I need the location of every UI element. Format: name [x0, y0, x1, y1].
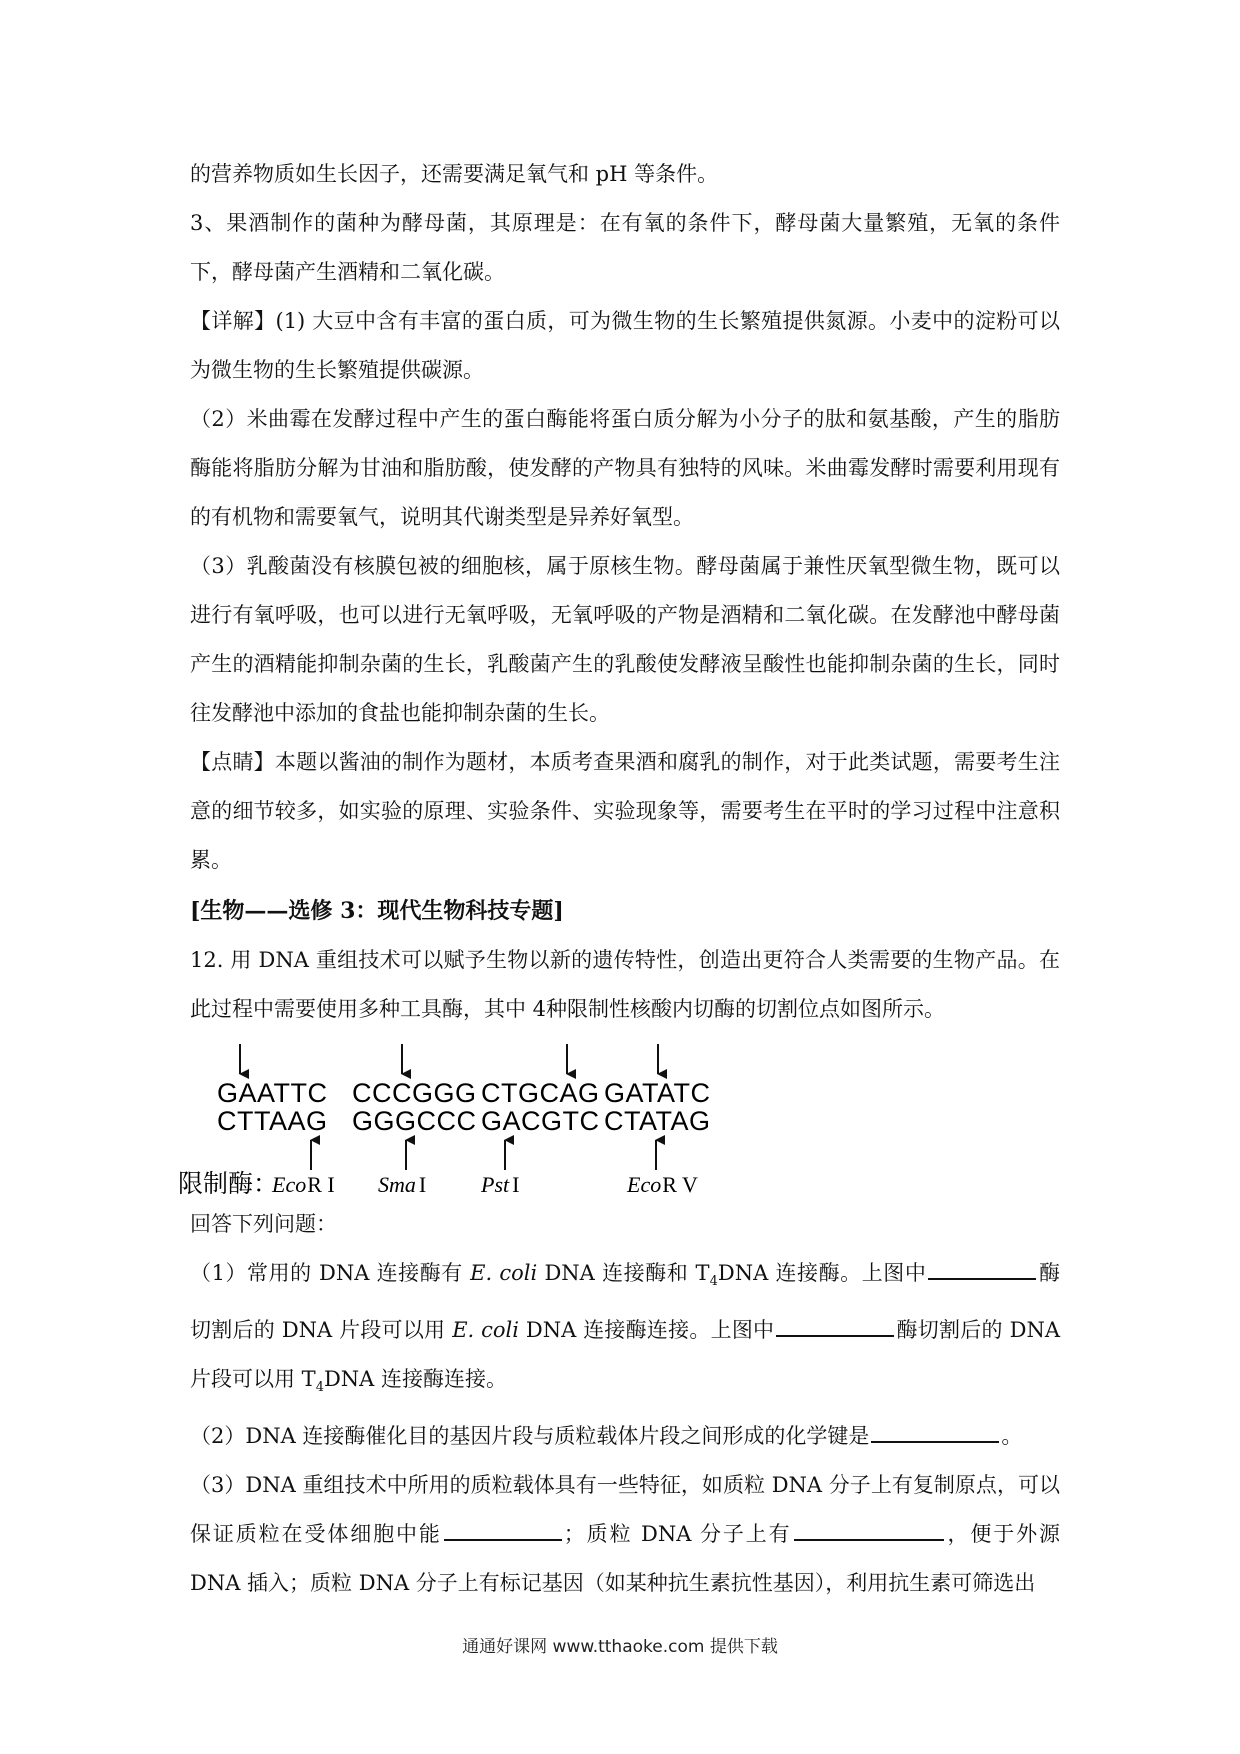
answer-blank-3[interactable] — [871, 1440, 999, 1443]
enzyme-row-label: 限制酶： — [178, 1169, 279, 1198]
section-heading: [生物——选修 3：现代生物科技专题] — [190, 898, 564, 924]
top-strand-psti: CTGCAG — [481, 1078, 600, 1108]
top-strand-ecori: GAATTC — [217, 1078, 328, 1108]
answer-blank-5[interactable] — [794, 1538, 944, 1541]
question-12-part-3: （3）DNA 重组技术中所用的质粒载体具有一些特征，如质粒 DNA 分子上有复制原点，可以保证质粒在受体细胞中能 ；质粒 DNA 分子上有 ，便于外源 DNA 插入；质粒 DNA 分子上有标记基因（如某种抗生素抗性基因），利用抗生素可筛选出 — [190, 1473, 1060, 1596]
paragraph: 的营养物质如生长因子，还需要满足氧气和 pH 等条件。 — [190, 162, 719, 186]
bottom-strand-ecori: CTTAAG — [217, 1106, 328, 1136]
enzyme-label-smai: Sma I — [378, 1172, 427, 1197]
paragraph: 【详解】(1) 大豆中含有丰富的蛋白质，可为微生物的生长繁殖提供氮源。小麦中的淀粉可以为微生物的生长繁殖提供碳源。 — [190, 309, 1060, 382]
top-strand-ecorv: GATATC — [604, 1078, 711, 1108]
answer-blank-2[interactable] — [776, 1334, 894, 1337]
question-12-part-2: （2）DNA 连接酶催化目的基因片段与质粒载体片段之间形成的化学键是 。 — [190, 1424, 1023, 1449]
bottom-strand-smai: GGGCCC — [352, 1106, 477, 1136]
answer-blank-1[interactable] — [928, 1277, 1036, 1280]
page-footer: 通通好课网 www.tthaoke.com 提供下载 — [462, 1637, 778, 1657]
paragraph: 3、果酒制作的菌种为酵母菌，其原理是：在有氧的条件下，酵母菌大量繁殖，无氧的条件下，酵母菌产生酒精和二氧化碳。 — [190, 211, 1060, 284]
bottom-strand-psti: GACGTC — [481, 1106, 600, 1136]
restriction-site-diagram — [178, 1042, 1060, 1198]
paragraph: 【点睛】本题以酱油的制作为题材，本质考查果酒和腐乳的制作，对于此类试题，需要考生注意的细节较多，如实验的原理、实验条件、实验现象等，需要考生在平时的学习过程中注意积累。 — [190, 750, 1060, 872]
bottom-strand-ecorv: CTATAG — [604, 1106, 711, 1136]
top-strand-smai: CCCGGG — [352, 1078, 477, 1108]
page-content — [178, 150, 1060, 1608]
question-12-part-1: （1）常用的 DNA 连接酶有 E. coli DNA 连接酶和 $T_4DNA$ 连接酶。上图中 酶切割后的 DNA 片段可以用 E. coli DNA 连接酶连接。上图中 酶切割后的 DNA 片段可以用 $T_4DNA$ 连接酶连接。 — [190, 1261, 1060, 1396]
answer-prompt: 回答下列问题： — [190, 1212, 337, 1236]
paragraph: （3）乳酸菌没有核膜包被的细胞核，属于原核生物。酵母菌属于兼性厌氧型微生物，既可以进行有氧呼吸，也可以进行无氧呼吸，无氧呼吸的产物是酒精和二氧化碳。在发酵池中酵母菌产生的酒精能抑制杂菌的生长，乳酸菌产生的乳酸使发酵液呈酸性也能抑制杂菌的生长，同时往发酵池中添加的食盐也能抑制杂菌的生长。 — [190, 554, 1060, 725]
paragraph: （2）米曲霉在发酵过程中产生的蛋白酶能将蛋白质分解为小分子的肽和氨基酸，产生的脂肪酶能将脂肪分解为甘油和脂肪酸，使发酵的产物具有独特的风味。米曲霉发酵时需要利用现有的有机物和需要氧气，说明其代谢类型是异养好氧型。 — [190, 407, 1060, 529]
question-12-stem: 12. 用 DNA 重组技术可以赋予生物以新的遗传特性，创造出更符合人类需要的生物产品。在此过程中需要使用多种工具酶，其中 4种限制性核酸内切酶的切割位点如图所示。 — [190, 948, 1060, 1021]
answer-blank-4[interactable] — [444, 1538, 562, 1541]
enzyme-label-ecorv: EcoR V — [627, 1172, 698, 1197]
enzyme-label-psti: Pst I — [481, 1172, 520, 1197]
enzyme-label-ecori: EcoR I — [272, 1172, 335, 1197]
restriction-site-svg — [178, 1042, 1060, 1198]
